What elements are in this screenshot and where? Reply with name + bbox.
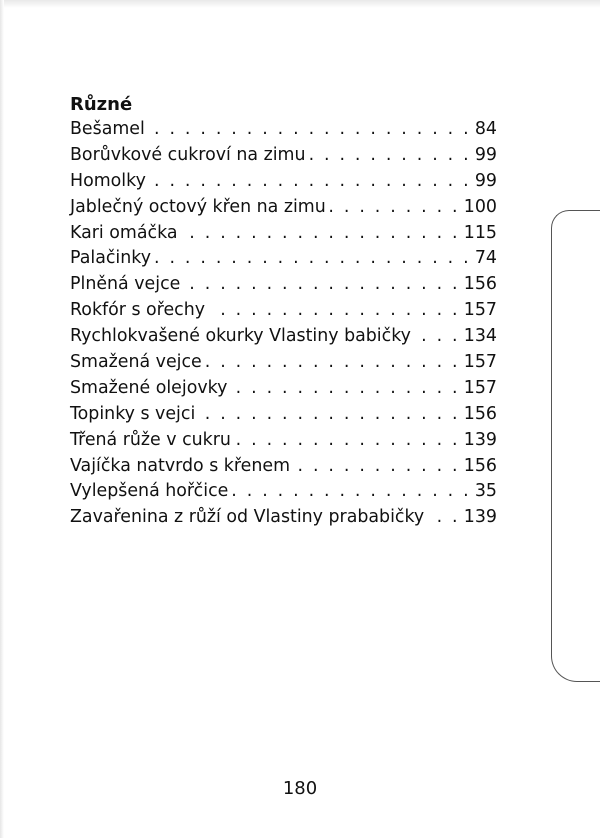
entry-title: Vajíčka natvrdo s křenem bbox=[70, 455, 291, 476]
entry-title: Plněná vejce bbox=[70, 274, 181, 295]
index-entry bbox=[70, 195, 497, 221]
entry-title: Bešamel bbox=[70, 119, 145, 139]
index-entry bbox=[70, 350, 497, 376]
index-entry bbox=[70, 246, 497, 272]
entry-page-number: 139 bbox=[463, 429, 497, 450]
entry-title: Homolky bbox=[70, 170, 146, 191]
dot-leader bbox=[235, 428, 460, 454]
dot-leader bbox=[330, 195, 460, 221]
entry-page-number: 134 bbox=[463, 326, 497, 347]
dot-leader bbox=[232, 479, 471, 505]
dot-leader bbox=[415, 324, 460, 350]
entry-page-number: 99 bbox=[474, 144, 497, 165]
index-entry bbox=[70, 143, 497, 169]
index-entry-list bbox=[70, 117, 497, 531]
index-entry bbox=[70, 324, 497, 350]
index-entry bbox=[70, 454, 497, 480]
dot-leader bbox=[206, 350, 460, 376]
index-entry bbox=[70, 272, 497, 298]
index-entry bbox=[70, 376, 497, 402]
index-entry bbox=[70, 428, 497, 454]
entry-title: Borůvkové cukroví na zimu bbox=[70, 144, 306, 165]
dot-leader bbox=[428, 505, 460, 531]
index-entry bbox=[70, 117, 497, 143]
dot-leader bbox=[231, 376, 459, 402]
entry-page-number: 157 bbox=[463, 377, 497, 398]
dot-leader bbox=[199, 402, 460, 428]
section-heading: Různé bbox=[70, 94, 133, 115]
entry-page-number: 99 bbox=[474, 170, 497, 191]
thumb-index-tab bbox=[551, 210, 600, 682]
page-edge-shadow-top bbox=[0, 0, 600, 8]
index-entry bbox=[70, 479, 497, 505]
dot-leader bbox=[149, 117, 471, 143]
entry-title: Vylepšená hořčice bbox=[70, 481, 229, 502]
entry-page-number: 157 bbox=[463, 352, 497, 373]
entry-title: Topinky s vejci bbox=[70, 403, 196, 424]
dot-leader bbox=[294, 454, 460, 480]
page-edge-shadow-left bbox=[0, 0, 4, 838]
entry-title: Smažené olejovky bbox=[70, 377, 228, 398]
page-number: 180 bbox=[282, 778, 318, 799]
dot-leader bbox=[310, 143, 471, 169]
entry-title: Kari omáčka bbox=[70, 222, 178, 243]
entry-title: Palačinky bbox=[70, 248, 152, 269]
entry-title: Jablečný octový křen na zimu bbox=[70, 196, 326, 217]
dot-leader bbox=[209, 298, 460, 324]
entry-page-number: 35 bbox=[474, 481, 497, 502]
entry-page-number: 115 bbox=[463, 222, 497, 243]
index-section bbox=[70, 93, 497, 531]
index-entry bbox=[70, 221, 497, 247]
entry-title: Třená růže v cukru bbox=[70, 429, 231, 450]
entry-page-number: 156 bbox=[463, 274, 497, 295]
index-entry bbox=[70, 169, 497, 195]
entry-page-number: 74 bbox=[474, 248, 497, 269]
entry-page-number: 139 bbox=[463, 507, 497, 528]
entry-page-number: 156 bbox=[463, 403, 497, 424]
entry-page-number: 84 bbox=[474, 119, 497, 139]
dot-leader bbox=[184, 272, 459, 298]
dot-leader bbox=[155, 246, 471, 272]
entry-title: Zavařenina z růží od Vlastiny prababičky bbox=[70, 507, 425, 528]
index-entry bbox=[70, 402, 497, 428]
entry-title: Rychlokvašené okurky Vlastiny babičky bbox=[70, 326, 411, 347]
entry-page-number: 100 bbox=[463, 196, 497, 217]
entry-title: Rokfór s ořechy bbox=[70, 300, 206, 321]
entry-page-number: 157 bbox=[463, 300, 497, 321]
entry-page-number: 156 bbox=[463, 455, 497, 476]
index-entry bbox=[70, 505, 497, 531]
entry-title: Smažená vejce bbox=[70, 352, 202, 373]
index-entry bbox=[70, 298, 497, 324]
dot-leader bbox=[182, 221, 460, 247]
dot-leader bbox=[150, 169, 471, 195]
